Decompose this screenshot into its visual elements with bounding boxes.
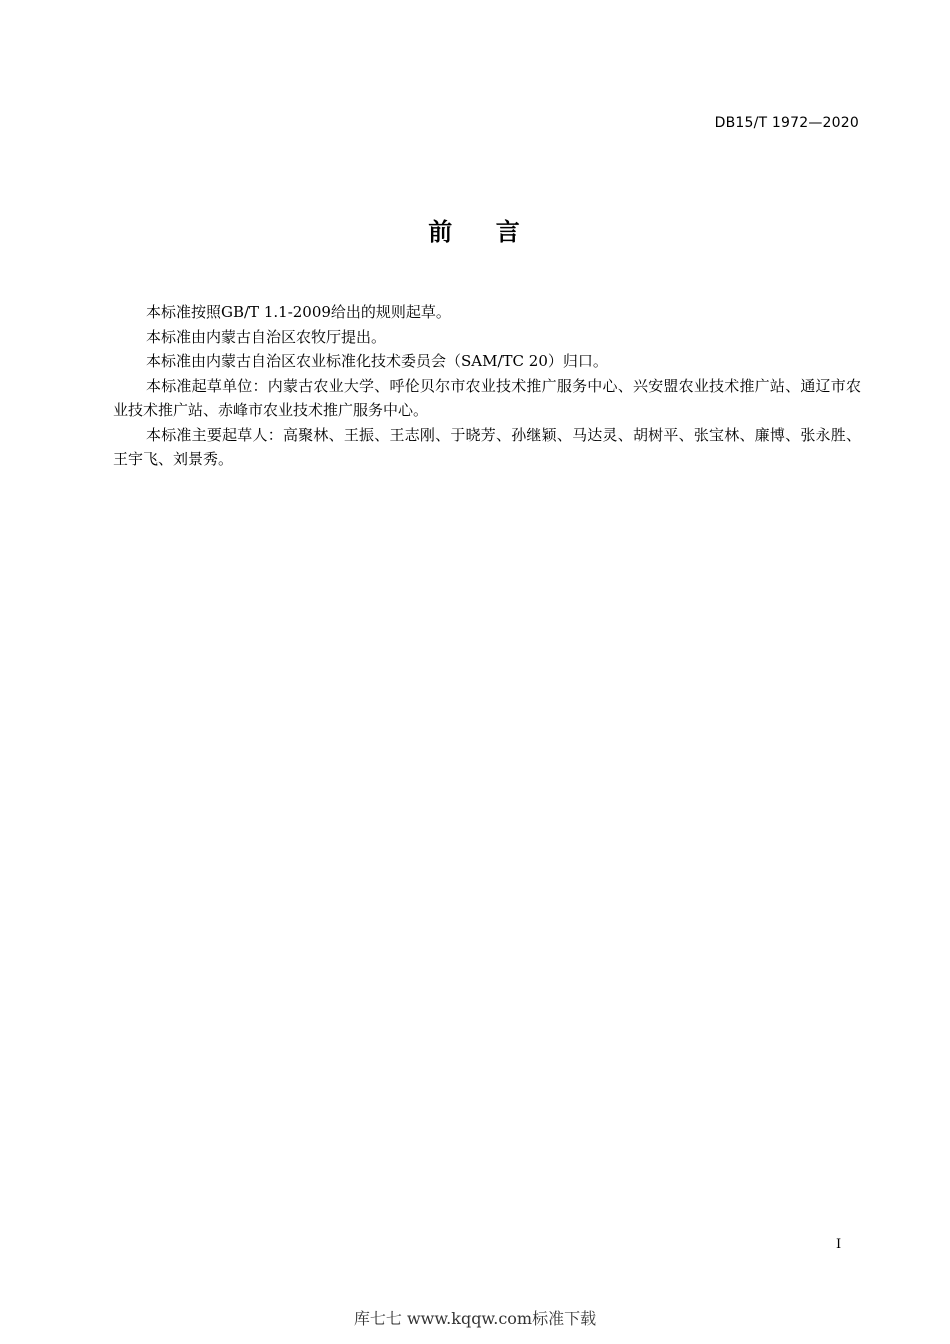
paragraph-committee: 本标准由内蒙古自治区农业标准化技术委员会（SAM/TC 20）归口。 [146, 352, 608, 370]
site-watermark: 库七七 www.kqqw.com标准下载 [353, 1309, 597, 1328]
foreword-body [113, 300, 861, 472]
foreword-title: 前 言 [428, 218, 522, 246]
paragraph-drafting-rules: 本标准按照GB/T 1.1-2009给出的规则起草。 [146, 303, 451, 321]
paragraph-drafters: 本标准主要起草人：高聚林、王振、王志刚、于晓芳、孙继颖、马达灵、胡树平、张宝林、廉博、张永胜、王宇飞、刘景秀。 [113, 425, 861, 468]
document-code: DB15/T 1972—2020 [714, 115, 859, 131]
paragraph-proposer: 本标准由内蒙古自治区农牧厅提出。 [146, 327, 387, 346]
paragraph-drafting-units: 本标准起草单位：内蒙古农业大学、呼伦贝尔市农业技术推广服务中心、兴安盟农业技术推广站、通辽市农业技术推广站、赤峰市农业技术推广服务中心。 [113, 376, 861, 419]
page-number: I [836, 1237, 842, 1252]
